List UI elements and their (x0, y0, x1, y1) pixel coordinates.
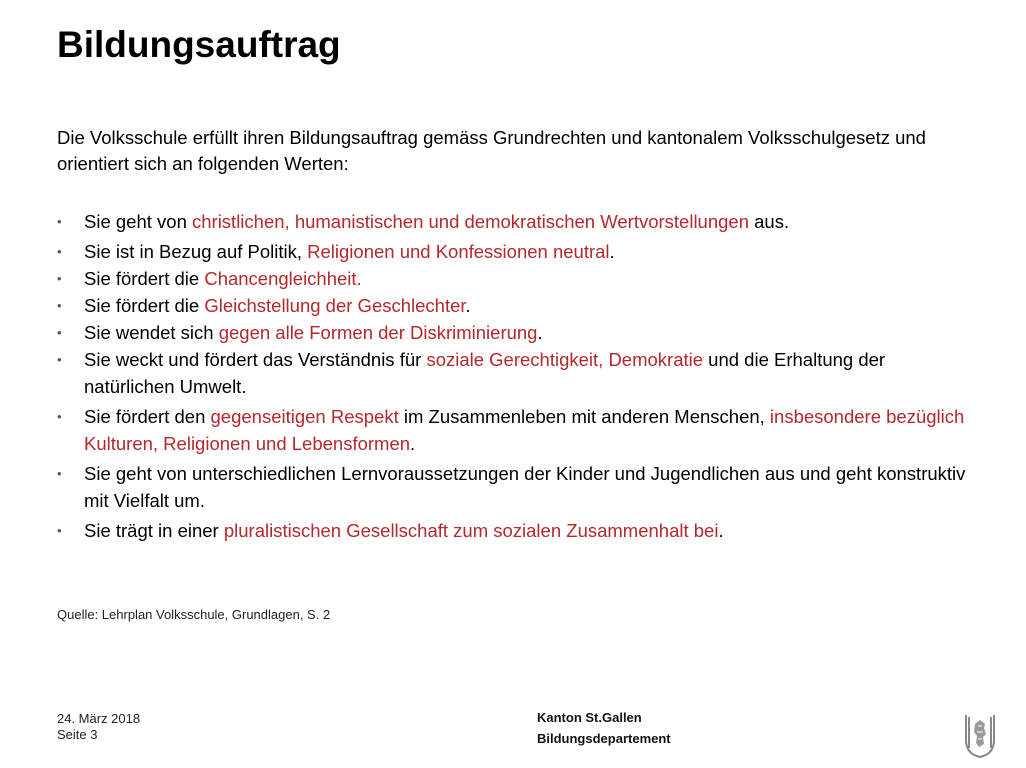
bullet-marker: • (57, 523, 62, 538)
bullet-text: Sie fördert die (84, 268, 205, 289)
bullet-text: und die Erhaltung der natürlichen Umwelt. (84, 349, 886, 397)
footer-organization (537, 707, 671, 749)
footer-date-block (57, 711, 140, 743)
bullet-item (57, 403, 977, 457)
bullet-text: Sie geht von (84, 211, 192, 232)
bullet-text: aus. (749, 211, 790, 232)
footer-date: 24. März 2018 (57, 711, 141, 726)
bullet-item (57, 238, 977, 265)
values-bullet-list (57, 208, 977, 544)
bullet-text: Sie ist in Bezug auf Politik, (84, 241, 308, 262)
bullet-item (57, 292, 977, 319)
bullet-highlight-text: Religionen und Konfessionen neutral (307, 241, 610, 262)
bullet-highlight-text: christlichen, humanistischen und demokratischen Wertvorstellungen (192, 211, 749, 232)
bullet-highlight-text: gegenseitigen Respekt (210, 406, 399, 427)
bullet-text: Sie fördert die (84, 295, 205, 316)
bullet-highlight-text: gegen alle Formen der Diskriminierung (218, 322, 538, 343)
bullet-text: Sie geht von unterschiedlichen Lernvoraussetzungen der Kinder und Jugendlichen aus und geht konstruktiv mit Vielfalt um. (84, 463, 966, 511)
bullet-text: . (537, 322, 543, 343)
bullet-text: . (465, 295, 471, 316)
bullet-item (57, 346, 977, 400)
footer-org-canton: Kanton St.Gallen (537, 710, 642, 725)
bullet-marker: • (57, 244, 62, 259)
bullet-text: Sie trägt in einer (84, 520, 224, 541)
bullet-text: Sie fördert den (84, 406, 211, 427)
bullet-text: . (609, 241, 615, 262)
bullet-text: . (410, 433, 416, 454)
footer-org-department: Bildungsdepartement (537, 731, 671, 746)
bullet-marker: • (57, 325, 62, 340)
intro-paragraph: Die Volksschule erfüllt ihren Bildungsauftrag gemäss Grundrechten und kantonalem Volksschulgesetz und orientiert sich an folgenden Werten: (57, 127, 926, 174)
bullet-highlight-text: Chancengleichheit. (204, 268, 362, 289)
bullet-marker: • (57, 409, 62, 424)
bullet-text: Sie weckt und fördert das Verständnis für (84, 349, 427, 370)
bullet-item (57, 319, 977, 346)
bullet-marker: • (57, 298, 62, 313)
bullet-highlight-text: Gleichstellung der Geschlechter (204, 295, 466, 316)
st-gallen-crest-icon (962, 712, 998, 758)
bullet-item (57, 265, 977, 292)
bullet-item (57, 517, 977, 544)
bullet-text: Sie wendet sich (84, 322, 219, 343)
bullet-item (57, 208, 977, 235)
bullet-text: . (718, 520, 724, 541)
bullet-marker: • (57, 271, 62, 286)
bullet-marker: • (57, 352, 62, 367)
bullet-text: im Zusammenleben mit anderen Menschen, (398, 406, 770, 427)
bullet-highlight-text: insbesondere bezüglich Kulturen, Religionen und Lebensformen (84, 406, 965, 454)
bullet-highlight-text: pluralistischen Gesellschaft zum sozialen Zusammenhalt bei (223, 520, 719, 541)
slide-title: Bildungsauftrag (57, 24, 341, 65)
bullet-item (57, 460, 977, 514)
bullet-highlight-text: soziale Gerechtigkeit, Demokratie (426, 349, 704, 370)
bullet-marker: • (57, 466, 62, 481)
bullet-marker: • (57, 214, 62, 229)
source-citation: Quelle: Lehrplan Volksschule, Grundlagen, S. 2 (57, 607, 331, 622)
footer-page-number: Seite 3 (57, 727, 98, 742)
